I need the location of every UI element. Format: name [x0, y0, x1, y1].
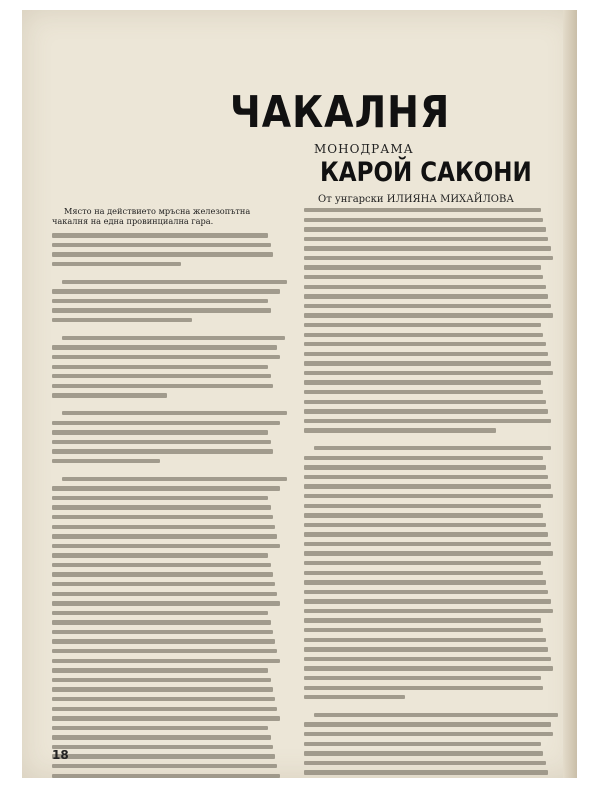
text-line	[52, 308, 271, 312]
text-line	[304, 409, 548, 413]
text-line	[52, 515, 273, 519]
text-line	[52, 582, 275, 586]
text-line	[52, 355, 280, 359]
text-line	[304, 504, 541, 508]
text-line	[304, 609, 553, 613]
text-line	[304, 227, 546, 231]
text-line	[304, 484, 551, 488]
text-line	[304, 371, 553, 375]
paragraph-gap	[52, 468, 282, 471]
text-line	[304, 323, 541, 327]
text-line	[304, 419, 551, 423]
text-line	[52, 440, 271, 444]
paragraph-gap	[304, 705, 556, 708]
magazine-page	[22, 10, 577, 778]
article-author: КАРОЙ САКОНИ	[320, 158, 532, 188]
text-line	[52, 620, 271, 624]
text-line	[304, 361, 551, 365]
text-line	[52, 649, 277, 653]
text-line	[304, 561, 541, 565]
text-line	[304, 400, 546, 404]
text-line	[52, 299, 268, 303]
text-column-right	[304, 208, 556, 778]
text-line	[304, 256, 553, 260]
text-line	[52, 563, 271, 567]
text-line	[304, 428, 496, 432]
text-line	[304, 523, 546, 527]
text-line	[52, 764, 277, 768]
text-line	[52, 459, 160, 463]
text-line	[62, 336, 285, 340]
text-line	[52, 668, 268, 672]
text-line	[304, 265, 541, 269]
text-line	[314, 713, 558, 717]
text-line	[52, 630, 273, 634]
text-line	[52, 393, 167, 397]
paragraph-gap	[52, 328, 282, 331]
text-line	[304, 628, 543, 632]
text-line	[304, 352, 548, 356]
text-line	[52, 726, 268, 730]
text-line	[62, 280, 287, 284]
text-line	[52, 233, 268, 237]
translator-credit: От унгарски ИЛИЯНА МИХАЙЛОВА	[318, 194, 514, 205]
text-column-left	[52, 206, 282, 778]
text-line	[304, 218, 543, 222]
text-line	[304, 761, 546, 765]
text-line	[304, 380, 541, 384]
text-line	[304, 246, 551, 250]
text-line	[304, 456, 543, 460]
text-line	[52, 365, 268, 369]
text-line	[52, 678, 271, 682]
text-line	[304, 313, 553, 317]
text-line	[52, 505, 271, 509]
text-line	[304, 599, 551, 603]
text-line	[304, 294, 548, 298]
article-title: ЧАКАЛНЯ	[230, 86, 451, 138]
text-line	[304, 304, 551, 308]
text-line	[304, 722, 551, 726]
text-line	[304, 751, 543, 755]
text-line	[304, 237, 548, 241]
text-line	[304, 618, 541, 622]
text-line	[52, 318, 192, 322]
text-line	[62, 411, 287, 415]
text-line	[52, 572, 273, 576]
text-line	[52, 716, 280, 720]
text-line	[52, 430, 268, 434]
text-line	[304, 742, 541, 746]
text-line	[304, 542, 551, 546]
text-line	[304, 532, 548, 536]
text-line	[304, 657, 551, 661]
text-line	[304, 580, 546, 584]
paragraph-gap	[304, 438, 556, 441]
text-line	[52, 553, 268, 557]
text-line	[52, 262, 181, 266]
article-genre: МОНОДРАМА	[314, 142, 414, 156]
text-line	[304, 494, 553, 498]
text-line	[52, 345, 277, 349]
text-line	[62, 477, 287, 481]
text-line	[52, 697, 275, 701]
text-line	[52, 639, 275, 643]
text-line	[52, 243, 271, 247]
text-line	[304, 465, 546, 469]
text-line	[52, 774, 280, 778]
text-line	[52, 252, 273, 256]
text-line	[52, 496, 268, 500]
page-binding-edge	[563, 10, 577, 778]
text-line	[52, 745, 273, 749]
text-line	[52, 289, 280, 293]
text-line	[52, 707, 277, 711]
text-line	[304, 275, 543, 279]
text-line	[52, 525, 275, 529]
text-line	[304, 686, 543, 690]
text-line	[52, 601, 280, 605]
text-line	[52, 374, 271, 378]
text-line	[52, 735, 271, 739]
text-line	[304, 475, 548, 479]
text-line	[304, 695, 405, 699]
text-line	[304, 285, 546, 289]
text-line	[52, 384, 273, 388]
text-line	[52, 754, 275, 758]
text-line	[304, 647, 548, 651]
paragraph-gap	[52, 403, 282, 406]
text-line	[52, 544, 280, 548]
text-line	[314, 446, 551, 450]
text-line	[52, 659, 280, 663]
text-line	[52, 421, 280, 425]
text-line	[52, 486, 280, 490]
text-line	[304, 676, 541, 680]
text-line	[52, 592, 277, 596]
text-line	[304, 590, 548, 594]
text-line	[52, 449, 273, 453]
text-line	[304, 638, 546, 642]
text-line	[304, 333, 543, 337]
opening-text: Място на действието мръсна железопътна чакалня на една провинциална гара.	[52, 206, 251, 226]
text-line	[52, 534, 277, 538]
text-line	[304, 513, 543, 517]
text-line	[304, 770, 548, 774]
text-line	[304, 666, 553, 670]
text-line	[304, 342, 546, 346]
text-line	[304, 390, 543, 394]
paragraph-gap	[52, 272, 282, 275]
text-line	[52, 687, 273, 691]
text-line	[52, 611, 268, 615]
page-number: 18	[52, 748, 69, 762]
text-line	[304, 208, 541, 212]
text-line	[304, 732, 553, 736]
text-line	[304, 571, 543, 575]
text-line	[304, 551, 553, 555]
